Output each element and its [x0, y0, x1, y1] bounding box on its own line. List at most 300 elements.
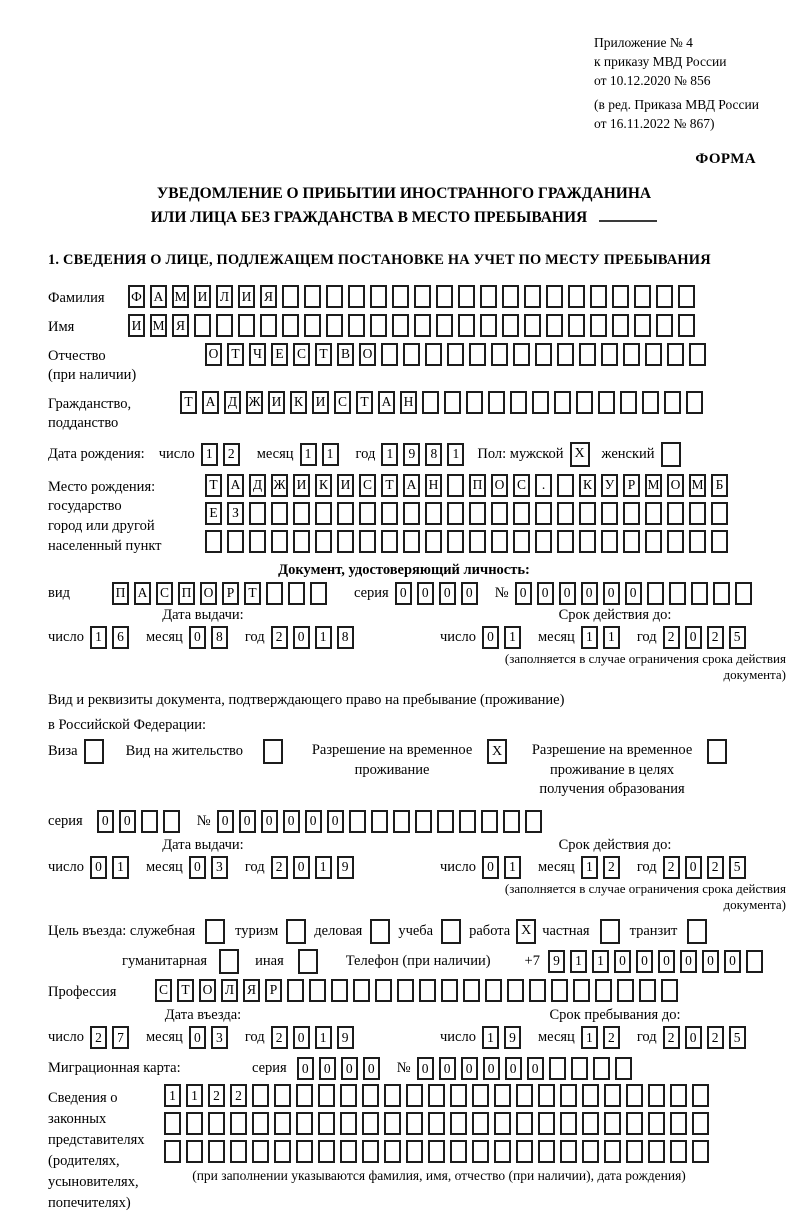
char-cell[interactable]: [296, 1112, 313, 1135]
char-cell[interactable]: [406, 1112, 423, 1135]
char-cell[interactable]: И: [194, 285, 211, 308]
char-cell[interactable]: П: [112, 582, 129, 605]
char-cell[interactable]: 0: [505, 1057, 522, 1080]
char-cell[interactable]: О: [205, 343, 222, 366]
char-cell[interactable]: Л: [221, 979, 238, 1002]
char-cell[interactable]: [573, 979, 590, 1002]
char-cell[interactable]: [667, 530, 684, 553]
char-cell[interactable]: [491, 343, 508, 366]
char-cell[interactable]: [513, 343, 530, 366]
char-cell[interactable]: [620, 391, 637, 414]
char-cell[interactable]: 0: [702, 950, 719, 973]
char-cell[interactable]: [601, 343, 618, 366]
char-cell[interactable]: Р: [265, 979, 282, 1002]
char-cell[interactable]: 1: [300, 443, 317, 466]
char-cell[interactable]: [287, 979, 304, 1002]
char-cell[interactable]: Я: [260, 285, 277, 308]
char-cell[interactable]: [692, 1084, 709, 1107]
char-cell[interactable]: [582, 1084, 599, 1107]
char-cell[interactable]: 1: [504, 626, 521, 649]
char-cell[interactable]: [362, 1084, 379, 1107]
char-cell[interactable]: [494, 1084, 511, 1107]
char-cell[interactable]: 0: [515, 582, 532, 605]
char-cell[interactable]: [216, 314, 233, 337]
char-cell[interactable]: [502, 285, 519, 308]
char-cell[interactable]: 0: [293, 856, 310, 879]
char-cell[interactable]: [406, 1140, 423, 1163]
char-cell[interactable]: 0: [261, 810, 278, 833]
char-cell[interactable]: [230, 1112, 247, 1135]
char-cell[interactable]: 3: [211, 1026, 228, 1049]
char-cell[interactable]: М: [172, 285, 189, 308]
char-cell[interactable]: Б: [711, 474, 728, 497]
char-cell[interactable]: 3: [211, 856, 228, 879]
char-cell[interactable]: М: [150, 314, 167, 337]
char-cell[interactable]: [419, 979, 436, 1002]
char-cell[interactable]: [669, 582, 686, 605]
char-cell[interactable]: [532, 391, 549, 414]
char-cell[interactable]: П: [178, 582, 195, 605]
char-cell[interactable]: В: [337, 343, 354, 366]
char-cell[interactable]: 6: [112, 626, 129, 649]
char-cell[interactable]: [340, 1112, 357, 1135]
char-cell[interactable]: [450, 1084, 467, 1107]
char-cell[interactable]: 0: [685, 626, 702, 649]
char-cell[interactable]: 2: [663, 1026, 680, 1049]
char-cell[interactable]: 1: [447, 443, 464, 466]
char-cell[interactable]: [340, 1140, 357, 1163]
char-cell[interactable]: [444, 391, 461, 414]
char-cell[interactable]: [370, 285, 387, 308]
char-cell[interactable]: 2: [707, 626, 724, 649]
char-cell[interactable]: [535, 530, 552, 553]
char-cell[interactable]: [163, 810, 180, 833]
char-cell[interactable]: [331, 979, 348, 1002]
char-cell[interactable]: А: [150, 285, 167, 308]
char-cell[interactable]: Р: [222, 582, 239, 605]
char-cell[interactable]: [164, 1140, 181, 1163]
char-cell[interactable]: [260, 314, 277, 337]
char-cell[interactable]: Н: [400, 391, 417, 414]
char-cell[interactable]: [582, 1112, 599, 1135]
char-cell[interactable]: И: [337, 474, 354, 497]
char-cell[interactable]: [348, 314, 365, 337]
char-cell[interactable]: 0: [537, 582, 554, 605]
char-cell[interactable]: [164, 1112, 181, 1135]
char-cell[interactable]: [626, 1112, 643, 1135]
char-cell[interactable]: 0: [363, 1057, 380, 1080]
char-cell[interactable]: [318, 1112, 335, 1135]
char-cell[interactable]: [274, 1140, 291, 1163]
char-cell[interactable]: 0: [439, 1057, 456, 1080]
char-cell[interactable]: М: [645, 474, 662, 497]
char-cell[interactable]: 2: [271, 626, 288, 649]
char-cell[interactable]: [647, 582, 664, 605]
sex-male-checkbox[interactable]: X: [570, 442, 590, 467]
char-cell[interactable]: 0: [341, 1057, 358, 1080]
char-cell[interactable]: [406, 1084, 423, 1107]
char-cell[interactable]: Д: [249, 474, 266, 497]
char-cell[interactable]: [557, 502, 574, 525]
char-cell[interactable]: 9: [403, 443, 420, 466]
char-cell[interactable]: [593, 1057, 610, 1080]
char-cell[interactable]: [403, 502, 420, 525]
char-cell[interactable]: М: [689, 474, 706, 497]
char-cell[interactable]: 0: [395, 582, 412, 605]
char-cell[interactable]: [590, 314, 607, 337]
char-cell[interactable]: Ж: [271, 474, 288, 497]
char-cell[interactable]: О: [359, 343, 376, 366]
char-cell[interactable]: Я: [172, 314, 189, 337]
char-cell[interactable]: А: [378, 391, 395, 414]
purpose-tourism-checkbox[interactable]: [286, 919, 306, 944]
char-cell[interactable]: [472, 1084, 489, 1107]
char-cell[interactable]: 0: [482, 626, 499, 649]
char-cell[interactable]: [393, 810, 410, 833]
char-cell[interactable]: 2: [230, 1084, 247, 1107]
char-cell[interactable]: [326, 314, 343, 337]
char-cell[interactable]: 9: [504, 1026, 521, 1049]
char-cell[interactable]: [469, 530, 486, 553]
char-cell[interactable]: [689, 530, 706, 553]
char-cell[interactable]: [494, 1140, 511, 1163]
char-cell[interactable]: О: [667, 474, 684, 497]
char-cell[interactable]: [282, 285, 299, 308]
char-cell[interactable]: [598, 391, 615, 414]
char-cell[interactable]: [502, 314, 519, 337]
char-cell[interactable]: [469, 502, 486, 525]
char-cell[interactable]: А: [227, 474, 244, 497]
char-cell[interactable]: [337, 530, 354, 553]
char-cell[interactable]: [711, 530, 728, 553]
char-cell[interactable]: 0: [97, 810, 114, 833]
char-cell[interactable]: [494, 1112, 511, 1135]
char-cell[interactable]: 0: [527, 1057, 544, 1080]
char-cell[interactable]: [469, 343, 486, 366]
char-cell[interactable]: [318, 1140, 335, 1163]
char-cell[interactable]: [208, 1140, 225, 1163]
char-cell[interactable]: 0: [680, 950, 697, 973]
char-cell[interactable]: 2: [707, 856, 724, 879]
char-cell[interactable]: [735, 582, 752, 605]
char-cell[interactable]: [296, 1140, 313, 1163]
char-cell[interactable]: [326, 285, 343, 308]
char-cell[interactable]: [252, 1084, 269, 1107]
char-cell[interactable]: [425, 343, 442, 366]
char-cell[interactable]: [525, 810, 542, 833]
char-cell[interactable]: 1: [581, 626, 598, 649]
char-cell[interactable]: О: [200, 582, 217, 605]
char-cell[interactable]: А: [202, 391, 219, 414]
char-cell[interactable]: [516, 1084, 533, 1107]
char-cell[interactable]: 0: [614, 950, 631, 973]
char-cell[interactable]: [381, 343, 398, 366]
char-cell[interactable]: 5: [729, 856, 746, 879]
char-cell[interactable]: Н: [425, 474, 442, 497]
char-cell[interactable]: [656, 314, 673, 337]
char-cell[interactable]: [516, 1140, 533, 1163]
temp-residence-edu-checkbox[interactable]: [707, 739, 727, 764]
char-cell[interactable]: 1: [90, 626, 107, 649]
char-cell[interactable]: С: [155, 979, 172, 1002]
char-cell[interactable]: К: [579, 474, 596, 497]
char-cell[interactable]: Т: [356, 391, 373, 414]
purpose-transit-checkbox[interactable]: [687, 919, 707, 944]
char-cell[interactable]: 5: [729, 1026, 746, 1049]
char-cell[interactable]: [315, 530, 332, 553]
char-cell[interactable]: [293, 502, 310, 525]
char-cell[interactable]: Е: [205, 502, 222, 525]
char-cell[interactable]: [568, 285, 585, 308]
char-cell[interactable]: [524, 314, 541, 337]
char-cell[interactable]: [252, 1140, 269, 1163]
char-cell[interactable]: 1: [322, 443, 339, 466]
char-cell[interactable]: [538, 1140, 555, 1163]
char-cell[interactable]: 0: [283, 810, 300, 833]
char-cell[interactable]: 0: [559, 582, 576, 605]
char-cell[interactable]: [403, 530, 420, 553]
char-cell[interactable]: [384, 1112, 401, 1135]
char-cell[interactable]: [513, 530, 530, 553]
char-cell[interactable]: [463, 979, 480, 1002]
temp-residence-checkbox[interactable]: X: [487, 739, 507, 764]
char-cell[interactable]: 0: [293, 1026, 310, 1049]
char-cell[interactable]: [274, 1084, 291, 1107]
char-cell[interactable]: И: [268, 391, 285, 414]
char-cell[interactable]: 0: [417, 582, 434, 605]
char-cell[interactable]: [568, 314, 585, 337]
char-cell[interactable]: [466, 391, 483, 414]
char-cell[interactable]: [491, 502, 508, 525]
char-cell[interactable]: 0: [603, 582, 620, 605]
char-cell[interactable]: [238, 314, 255, 337]
char-cell[interactable]: [296, 1084, 313, 1107]
char-cell[interactable]: 2: [208, 1084, 225, 1107]
char-cell[interactable]: [645, 502, 662, 525]
char-cell[interactable]: 2: [271, 1026, 288, 1049]
char-cell[interactable]: [384, 1140, 401, 1163]
char-cell[interactable]: К: [290, 391, 307, 414]
char-cell[interactable]: [370, 314, 387, 337]
char-cell[interactable]: [615, 1057, 632, 1080]
char-cell[interactable]: [447, 502, 464, 525]
char-cell[interactable]: [249, 502, 266, 525]
char-cell[interactable]: 0: [189, 626, 206, 649]
char-cell[interactable]: [604, 1140, 621, 1163]
char-cell[interactable]: 1: [201, 443, 218, 466]
char-cell[interactable]: 1: [381, 443, 398, 466]
char-cell[interactable]: [384, 1084, 401, 1107]
char-cell[interactable]: Т: [180, 391, 197, 414]
char-cell[interactable]: [524, 285, 541, 308]
char-cell[interactable]: 2: [603, 1026, 620, 1049]
char-cell[interactable]: Т: [315, 343, 332, 366]
char-cell[interactable]: П: [469, 474, 486, 497]
char-cell[interactable]: [428, 1084, 445, 1107]
char-cell[interactable]: 0: [417, 1057, 434, 1080]
char-cell[interactable]: З: [227, 502, 244, 525]
char-cell[interactable]: [422, 391, 439, 414]
residence-permit-checkbox[interactable]: [263, 739, 283, 764]
char-cell[interactable]: 0: [461, 582, 478, 605]
char-cell[interactable]: [535, 502, 552, 525]
char-cell[interactable]: [266, 582, 283, 605]
char-cell[interactable]: [428, 1112, 445, 1135]
char-cell[interactable]: [571, 1057, 588, 1080]
char-cell[interactable]: [661, 979, 678, 1002]
char-cell[interactable]: 2: [223, 443, 240, 466]
char-cell[interactable]: 2: [663, 626, 680, 649]
char-cell[interactable]: [645, 530, 662, 553]
char-cell[interactable]: 0: [483, 1057, 500, 1080]
char-cell[interactable]: [318, 1084, 335, 1107]
char-cell[interactable]: [516, 1112, 533, 1135]
char-cell[interactable]: [340, 1084, 357, 1107]
char-cell[interactable]: 1: [315, 1026, 332, 1049]
char-cell[interactable]: [664, 391, 681, 414]
char-cell[interactable]: О: [491, 474, 508, 497]
char-cell[interactable]: 0: [724, 950, 741, 973]
char-cell[interactable]: С: [156, 582, 173, 605]
char-cell[interactable]: [579, 343, 596, 366]
char-cell[interactable]: 0: [305, 810, 322, 833]
char-cell[interactable]: [634, 285, 651, 308]
char-cell[interactable]: [403, 343, 420, 366]
char-cell[interactable]: [617, 979, 634, 1002]
char-cell[interactable]: [604, 1112, 621, 1135]
char-cell[interactable]: 2: [663, 856, 680, 879]
char-cell[interactable]: 7: [112, 1026, 129, 1049]
char-cell[interactable]: [626, 1084, 643, 1107]
char-cell[interactable]: [560, 1084, 577, 1107]
char-cell[interactable]: [458, 314, 475, 337]
char-cell[interactable]: 0: [581, 582, 598, 605]
char-cell[interactable]: [437, 810, 454, 833]
char-cell[interactable]: 0: [482, 856, 499, 879]
char-cell[interactable]: [472, 1112, 489, 1135]
char-cell[interactable]: 8: [337, 626, 354, 649]
char-cell[interactable]: 2: [90, 1026, 107, 1049]
char-cell[interactable]: 1: [570, 950, 587, 973]
char-cell[interactable]: [359, 530, 376, 553]
char-cell[interactable]: [557, 474, 574, 497]
char-cell[interactable]: 0: [685, 1026, 702, 1049]
char-cell[interactable]: 1: [603, 626, 620, 649]
char-cell[interactable]: 0: [293, 626, 310, 649]
char-cell[interactable]: И: [312, 391, 329, 414]
char-cell[interactable]: [186, 1140, 203, 1163]
char-cell[interactable]: [678, 314, 695, 337]
char-cell[interactable]: [670, 1112, 687, 1135]
char-cell[interactable]: 0: [625, 582, 642, 605]
char-cell[interactable]: И: [128, 314, 145, 337]
char-cell[interactable]: [529, 979, 546, 1002]
char-cell[interactable]: [590, 285, 607, 308]
sex-female-checkbox[interactable]: [661, 442, 681, 467]
char-cell[interactable]: 0: [239, 810, 256, 833]
char-cell[interactable]: [579, 530, 596, 553]
char-cell[interactable]: [472, 1140, 489, 1163]
char-cell[interactable]: [375, 979, 392, 1002]
char-cell[interactable]: [535, 343, 552, 366]
char-cell[interactable]: [582, 1140, 599, 1163]
char-cell[interactable]: Ф: [128, 285, 145, 308]
char-cell[interactable]: [230, 1140, 247, 1163]
char-cell[interactable]: [362, 1140, 379, 1163]
char-cell[interactable]: С: [513, 474, 530, 497]
char-cell[interactable]: [271, 530, 288, 553]
char-cell[interactable]: [309, 979, 326, 1002]
char-cell[interactable]: У: [601, 474, 618, 497]
char-cell[interactable]: [488, 391, 505, 414]
char-cell[interactable]: [648, 1084, 665, 1107]
char-cell[interactable]: [546, 314, 563, 337]
char-cell[interactable]: 0: [461, 1057, 478, 1080]
char-cell[interactable]: [274, 1112, 291, 1135]
char-cell[interactable]: 0: [119, 810, 136, 833]
char-cell[interactable]: [371, 810, 388, 833]
char-cell[interactable]: 1: [315, 626, 332, 649]
char-cell[interactable]: А: [403, 474, 420, 497]
char-cell[interactable]: [414, 314, 431, 337]
char-cell[interactable]: [282, 314, 299, 337]
char-cell[interactable]: 9: [337, 856, 354, 879]
char-cell[interactable]: [639, 979, 656, 1002]
char-cell[interactable]: [392, 314, 409, 337]
purpose-business-checkbox[interactable]: [370, 919, 390, 944]
char-cell[interactable]: [623, 530, 640, 553]
char-cell[interactable]: [186, 1112, 203, 1135]
char-cell[interactable]: 0: [319, 1057, 336, 1080]
char-cell[interactable]: Т: [205, 474, 222, 497]
char-cell[interactable]: [208, 1112, 225, 1135]
char-cell[interactable]: [601, 502, 618, 525]
char-cell[interactable]: [415, 810, 432, 833]
char-cell[interactable]: [551, 979, 568, 1002]
char-cell[interactable]: [623, 343, 640, 366]
char-cell[interactable]: [595, 979, 612, 1002]
purpose-humanitarian-checkbox[interactable]: [219, 949, 239, 974]
char-cell[interactable]: С: [293, 343, 310, 366]
char-cell[interactable]: [337, 502, 354, 525]
char-cell[interactable]: [397, 979, 414, 1002]
char-cell[interactable]: [491, 530, 508, 553]
char-cell[interactable]: [645, 343, 662, 366]
char-cell[interactable]: [538, 1084, 555, 1107]
char-cell[interactable]: [348, 285, 365, 308]
purpose-official-checkbox[interactable]: [205, 919, 225, 944]
char-cell[interactable]: [441, 979, 458, 1002]
char-cell[interactable]: [141, 810, 158, 833]
char-cell[interactable]: [249, 530, 266, 553]
char-cell[interactable]: [691, 582, 708, 605]
char-cell[interactable]: Я: [243, 979, 260, 1002]
char-cell[interactable]: А: [134, 582, 151, 605]
char-cell[interactable]: И: [293, 474, 310, 497]
char-cell[interactable]: [648, 1112, 665, 1135]
char-cell[interactable]: 0: [189, 1026, 206, 1049]
char-cell[interactable]: [689, 502, 706, 525]
char-cell[interactable]: [304, 285, 321, 308]
char-cell[interactable]: [485, 979, 502, 1002]
char-cell[interactable]: [626, 1140, 643, 1163]
char-cell[interactable]: [713, 582, 730, 605]
char-cell[interactable]: [349, 810, 366, 833]
char-cell[interactable]: О: [199, 979, 216, 1002]
char-cell[interactable]: 0: [636, 950, 653, 973]
char-cell[interactable]: [538, 1112, 555, 1135]
char-cell[interactable]: [601, 530, 618, 553]
